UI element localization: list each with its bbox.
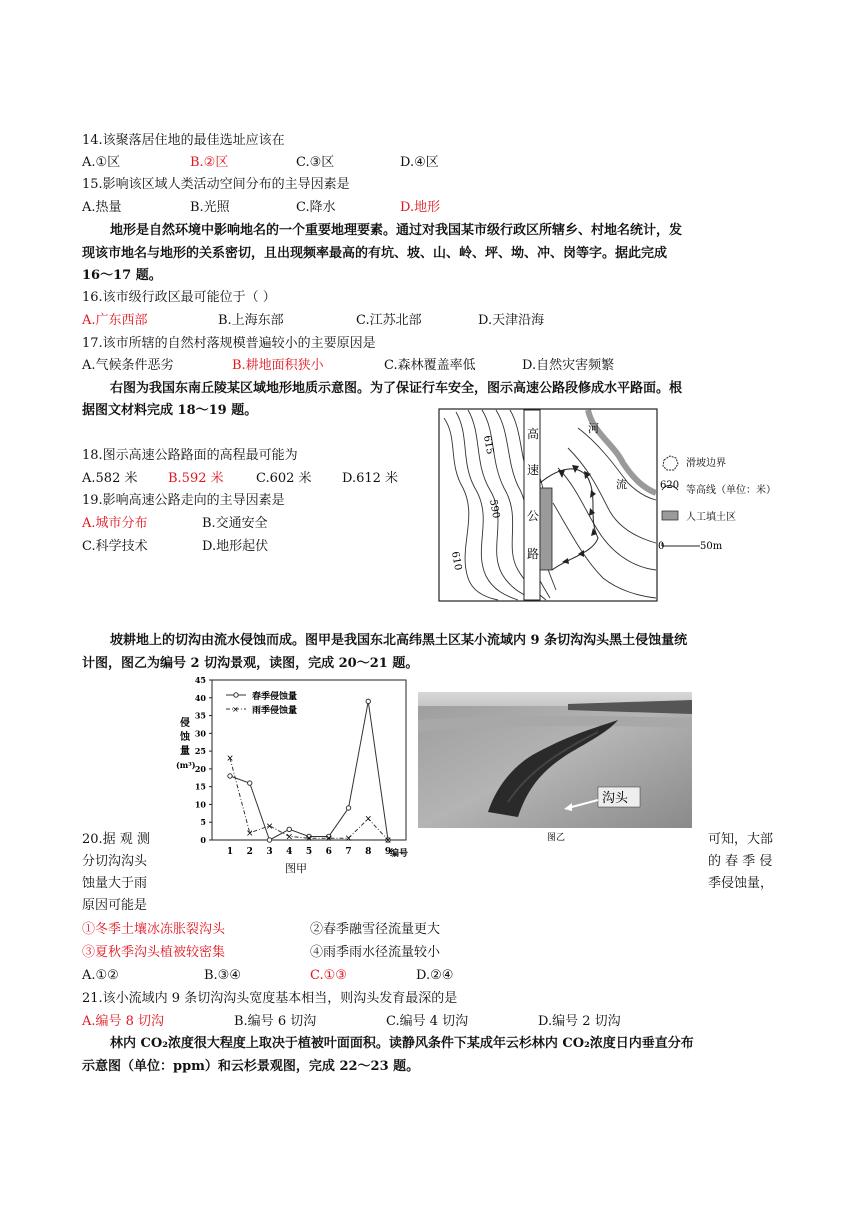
q21-stem: 21.该小流域内 9 条切沟沟头宽度基本相当，则沟头发育最深的是 (82, 991, 458, 1006)
erosion-line-chart (172, 676, 412, 876)
legend-spring-marker (234, 693, 238, 697)
x-tick-label: 5 (305, 847, 313, 857)
q17-stem: 17.该市所辖的自然村落规模普遍较小的主要原因是 (82, 336, 376, 351)
rain-point: × (324, 834, 333, 845)
passage-4-line-2: 示意图（单位：ppm）和云杉景观图，完成 22～23 题。 (82, 1059, 420, 1074)
x-tick-label: 2 (246, 847, 253, 857)
road-char-3: 公 (527, 509, 540, 523)
spring-point (248, 781, 252, 785)
q20-stem-right-1: 可知，大部 (708, 832, 774, 847)
q17-option-d: D.自然灾害频繁 (522, 358, 615, 373)
q20-stem-left-2: 分切沟沟头 (82, 854, 148, 869)
q20-item-1: ①冬季土壤冰冻胀裂沟头 (82, 922, 226, 937)
road-char-4: 路 (527, 547, 540, 561)
spring-point (346, 806, 350, 810)
passage-3-line-1: 坡耕地上的切沟由流水侵蚀而成。图甲是我国东北高纬黑土区某小流域内 9 条切沟沟头黑土侵蚀量统 (110, 633, 688, 648)
x-tick-label: 3 (266, 847, 273, 857)
q17-option-a: A.气候条件恶劣 (82, 358, 174, 373)
y-tick-label: 15 (194, 781, 206, 792)
q18-option-c: C.602 米 (256, 471, 312, 486)
q17-option-b: B.耕地面积狭小 (232, 358, 324, 373)
x-tick-label: 4 (286, 847, 293, 857)
q20-stem-left-3: 蚀量大于雨 (82, 876, 148, 891)
rain-point: × (285, 832, 294, 843)
rain-point: × (305, 834, 313, 845)
legend-contour-sample: 620 (660, 480, 680, 491)
rain-point: × (364, 814, 373, 825)
legend-rain-marker: × (232, 705, 239, 714)
y-tick-label: 20 (194, 763, 206, 774)
q14-stem: 14.该聚落居住地的最佳选址应该在 (82, 133, 285, 148)
passage-1-line-3: 16～17 题。 (82, 268, 162, 283)
q19-option-c: C.科学技术 (82, 539, 148, 554)
y-tick-label: 0 (200, 835, 206, 845)
x-tick-label: 8 (365, 847, 372, 857)
passage-4-line-1: 林内 CO₂浓度很大程度上取决于植被叶面面积。读静风条件下某成年云杉林内 CO₂浓度日内垂直分布 (110, 1036, 694, 1051)
chart-caption: 图甲 (285, 862, 307, 875)
q20-option-b: B.③④ (204, 968, 241, 983)
chart-ylabel (176, 716, 196, 770)
q21-option-d: D.编号 2 切沟 (538, 1014, 621, 1029)
y-tick-label: 45 (194, 675, 206, 685)
legend-landslide-label: 滑坡边界 (686, 458, 726, 469)
ylabel-char-1: 侵 (180, 718, 190, 729)
q14-option-b: B.②区 (190, 155, 229, 170)
passage-1-line-2: 现该市地名与地形的关系密切，且出现频率最高的有坑、坡、山、岭、坪、坳、冲、岗等字。据此完成 (82, 246, 668, 261)
q20-item-3: ③夏秋季沟头植被较密集 (82, 945, 226, 960)
x-tick-label: 6 (325, 847, 332, 857)
q15-option-b: B.光照 (190, 200, 230, 215)
q16-option-a: A.广东西部 (82, 313, 148, 328)
rain-point: × (245, 828, 254, 839)
q16-option-b: B.上海东部 (218, 313, 284, 328)
q18-option-d: D.612 米 (342, 471, 399, 486)
q18-option-a: A.582 米 (82, 471, 138, 486)
chart-xlabel: 编号 (389, 849, 408, 859)
q14-option-a: A.①区 (82, 155, 121, 170)
spring-point (228, 774, 232, 778)
spring-point (366, 699, 370, 703)
river-char-2: 流 (616, 478, 627, 491)
q20-option-a: A.①② (82, 968, 119, 983)
y-tick-label: 10 (194, 799, 206, 810)
y-tick-label: 25 (194, 746, 206, 757)
q20-stem-right-3: 季侵蚀量， (708, 876, 774, 891)
passage-1-line-1: 地形是自然环境中影响地名的一个重要地理要素。通过对我国某市级行政区所辖乡、村地名统计，发 (110, 223, 683, 238)
legend-contour-label: 等高线（单位：米） (686, 485, 776, 496)
spring-point (287, 827, 291, 831)
q20-option-d: D.②④ (416, 968, 454, 983)
x-tick-label: 9 (384, 847, 392, 857)
rain-point: × (226, 754, 234, 765)
gully-label: 沟头 (602, 791, 629, 806)
passage-3-line-2: 计图，图乙为编号 2 切沟景观，读图，完成 20～21 题。 (82, 656, 419, 671)
legend-rain-label: 雨季侵蚀量 (252, 706, 298, 716)
ylabel-char-3: 量 (180, 746, 190, 757)
x-tick-label: 7 (345, 847, 352, 857)
passage-2-line-1: 右图为我国东南丘陵某区域地形地质示意图。为了保证行车安全，图示高速公路段修成水平路面。根 (110, 381, 683, 396)
fill-area (540, 488, 552, 570)
ylabel-char-2: 蚀 (180, 732, 190, 743)
y-tick-label: 40 (194, 692, 206, 703)
legend-spring-label: 春季侵蚀量 (252, 692, 298, 702)
road-char-1: 高 (527, 427, 540, 441)
q15-stem: 15.影响该区域人类活动空间分布的主导因素是 (82, 177, 350, 192)
x-tick-label: 1 (226, 847, 234, 857)
q16-option-c: C.江苏北部 (356, 313, 422, 328)
q15-option-a: A.热量 (82, 200, 122, 215)
q21-option-c: C.编号 4 切沟 (386, 1014, 469, 1029)
rain-point: × (344, 834, 353, 845)
q19-option-b: B.交通安全 (202, 516, 268, 531)
y-tick-label: 5 (200, 817, 206, 828)
q15-option-d: D.地形 (400, 200, 441, 215)
legend-fill-label: 人工填土区 (686, 512, 736, 523)
legend-fill-icon (662, 511, 678, 520)
river-char-1: 河 (588, 422, 599, 435)
y-tick-label: 30 (194, 728, 206, 739)
passage-2-line-2: 据图文材料完成 18～19 题。 (82, 403, 258, 418)
q20-item-2: ②春季融雪径流量更大 (310, 922, 441, 937)
q14-option-d: D.④区 (400, 155, 439, 170)
contour-label-615: 615 (481, 434, 496, 456)
q16-option-d: D.天津沿海 (478, 313, 545, 328)
q19-option-d: D.地形起伏 (202, 539, 269, 554)
road-char-2: 速 (527, 463, 540, 477)
q19-stem: 19.影响高速公路走向的主导因素是 (82, 493, 285, 508)
rain-point: × (384, 836, 392, 846)
rain-point: × (265, 821, 274, 832)
gully-photo (418, 692, 694, 842)
q16-stem: 16.该市级行政区最可能位于（ ） (82, 290, 276, 305)
map-legend (658, 456, 776, 552)
q21-option-b: B.编号 6 切沟 (234, 1014, 317, 1029)
q18-option-b: B.592 米 (168, 471, 224, 486)
contour-label-610: 610 (449, 550, 464, 572)
q18-stem: 18.图示高速公路路面的高程最可能为 (82, 448, 298, 463)
ylabel-unit: (m³) (176, 760, 196, 770)
photo-caption: 图乙 (546, 833, 566, 843)
q20-item-4: ④雨季雨水径流量较小 (310, 945, 441, 960)
scale-label: 50m (700, 541, 723, 552)
q20-option-c: C.①③ (310, 968, 347, 983)
y-tick-label: 35 (194, 710, 206, 721)
q19-option-a: A.城市分布 (82, 516, 148, 531)
q15-option-c: C.降水 (296, 200, 336, 215)
q20-stem-right-2: 的 春 季 侵 (708, 854, 773, 869)
scale-zero: 0 (658, 541, 665, 552)
q20-stem-left-4: 原因可能是 (82, 898, 148, 913)
q21-option-a: A.编号 8 切沟 (82, 1014, 165, 1029)
q17-option-c: C.森林覆盖率低 (384, 358, 476, 373)
spring-point (267, 838, 271, 842)
contour-label-590: 590 (487, 498, 502, 520)
q20-stem-left-1: 20.据 观 测 (82, 832, 150, 847)
terrain-map-figure (438, 408, 776, 602)
q14-option-c: C.③区 (296, 155, 335, 170)
legend-landslide-icon (663, 456, 678, 470)
